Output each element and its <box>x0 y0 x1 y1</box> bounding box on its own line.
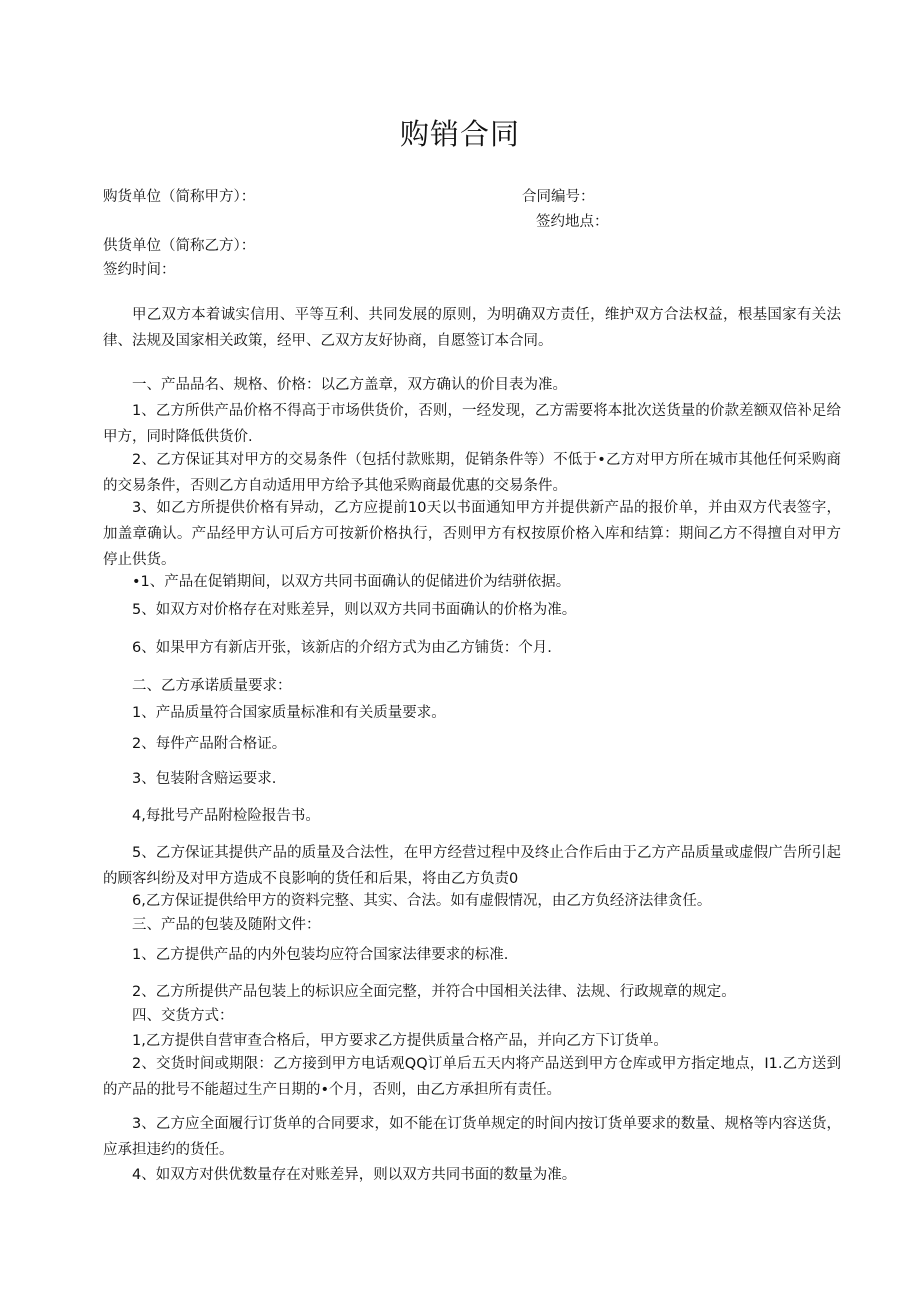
sign-place-label: 签约地点： <box>536 214 609 230</box>
document-title: 购销合同 <box>399 117 520 151</box>
contract-number-label: 合同编号： <box>522 189 595 205</box>
section-3-item-2: 2、乙方所提供产品包装上的标识应全面完整，并符合中国相关法律、法规、行政规章的规定。 <box>132 984 736 1000</box>
section-4-item-4: 4、如双方对供优数量存在对账差异，则以双方共同书面的数量为准。 <box>132 1167 577 1183</box>
section-1-item-5: 5、如双方对价格存在对账差异，则以双方共同书面确认的价格为准。 <box>132 602 577 618</box>
section-1-item-2: 2、乙方保证其对甲方的交易条件（包括付款账期，促销条件等）不低于•乙方对甲方所在城市其他任何采购商的交易条件，否则乙方自动适用甲方给予其他采购商最优惠的交易条件。 <box>103 452 841 494</box>
section-4-item-3: 3、乙方应全面履行订货单的合同要求，如不能在订货单规定的时间内按订货单要求的数量、规格等内容送货，应承担违约的货任。 <box>103 1116 841 1158</box>
section-3-heading: 三、产品的包装及随附文件： <box>132 917 321 933</box>
section-4-item-2: 2、交货时间或期限：乙方接到甲方电话观QQ订单后五天内将产品送到甲方仓库或甲方指定地点，I1.乙方送到的产品的批号不能超过生产日期的•个月，否则，由乙方承担所有责任。 <box>103 1056 841 1098</box>
section-2-item-6: 6,乙方保证提供给甲方的资料完整、其实、合法。如有虚假情况，由乙方负经济法律贪任。 <box>132 893 712 909</box>
section-1-item-3: 3、如乙方所提供价格有异动，乙方应提前10天以书面通知甲方并提供新产品的报价单，并由双方代表签字，加盖章确认。产品经甲方认可后方可按新价格执行，否则甲方有权按原价格入库和结算：期间乙方不得擅自对甲方停止供货。 <box>103 500 841 568</box>
section-2-item-5: 5、乙方保证其提供产品的质量及合法性，在甲方经营过程中及终止合作后由于乙方产品质量或虚假广告所引起的顾客纠纷及对甲方造成不良影响的货任和后果，将由乙方负责0 <box>103 845 841 887</box>
section-2-item-3: 3、包装附含赔运要求. <box>132 771 277 787</box>
intro-paragraph: 甲乙双方本着诚实信用、平等互利、共同发展的原则，为明确双方责任，维护双方合法权益，根基国家有关法律、法规及国家相关政策，经甲、乙双方友好协商，自愿签订本合同。 <box>103 307 841 349</box>
buyer-label: 购货单位（简称甲方）： <box>103 189 256 205</box>
section-2-item-4: 4,每批号产品附检险报告书。 <box>132 808 320 824</box>
section-2-heading: 二、乙方承诺质量要求： <box>132 678 292 694</box>
section-4-item-1: 1,乙方提供自营审查合格后，甲方要求乙方提供质量合格产品，并向乙方下订货单。 <box>132 1033 668 1049</box>
section-1-item-4: •1、产品在促销期间，以双方共同书面确认的促储进价为结骈依据。 <box>132 574 571 590</box>
section-1-item-6: 6、如果甲方有新店开张，该新店的介绍方式为由乙方铺货：个月. <box>132 640 552 656</box>
supplier-label: 供货单位（简称乙方）： <box>103 238 256 254</box>
section-4-heading: 四、交货方式： <box>132 1008 234 1024</box>
section-2-item-1: 1、产品质量符合国家质量标准和有关质量要求。 <box>132 705 446 721</box>
section-2-item-2: 2、每件产品附合格证。 <box>132 736 287 752</box>
section-3-item-1: 1、乙方提供产品的内外包装均应符合国家法律要求的标准. <box>132 947 509 963</box>
sign-time-label: 签约时间： <box>103 262 176 278</box>
section-1-item-1: 1、乙方所供产品价格不得高于市场供货价，否则，一经发现，乙方需要将本批次送货量的价款差额双倍补足给甲方，同时降低供货价. <box>103 403 841 445</box>
section-1-heading: 一、产品品名、规格、价格：以乙方盖章，双方确认的价目表为准。 <box>132 377 567 393</box>
